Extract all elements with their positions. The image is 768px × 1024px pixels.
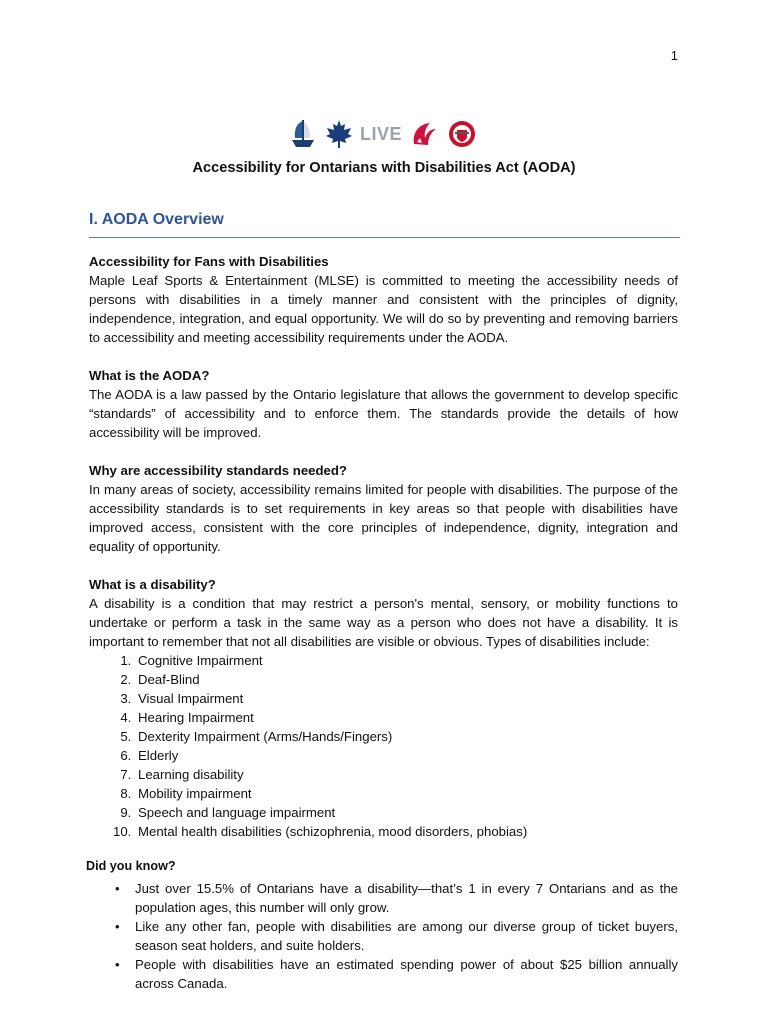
list-item: 3. Visual Impairment [135, 689, 678, 708]
list-item: 8. Mobility impairment [135, 784, 678, 803]
maple-leafs-logo [324, 118, 354, 150]
list-item [115, 879, 678, 917]
list-item: 5. Dexterity Impairment (Arms/Hands/Fingers) [135, 727, 678, 746]
bullet-text: People with disabilities have an estimated spending power of about $25 billion annually across Canada. [135, 957, 678, 991]
what-is-disability-heading: What is a disability? [89, 577, 216, 592]
list-item [115, 955, 678, 993]
list-item: 6. Elderly [135, 746, 678, 765]
document-title: Accessibility for Ontarians with Disabilities Act (AODA) [192, 160, 576, 176]
bullet-icon: • [115, 957, 120, 972]
document-body [86, 252, 678, 993]
list-item: 7. Learning disability [135, 765, 678, 784]
page-number: 1 [670, 48, 678, 63]
section-divider [89, 237, 680, 238]
what-is-disability-paragraph: A disability is a condition that may restrict a person's mental, sensory, or mobility functions to undertake or perform a task in the same way as a person who does not have a disability. It is important to remember that not all disabilities are visible or obvious. Types of disabilities include: [89, 596, 678, 649]
why-standards-paragraph: In many areas of society, accessibility remains limited for people with disabilities. The purpose of the accessibility standards is to set requirements in key areas so that people with disabilities have improved access, consistent with the core principles of independence, dignity, integration and equality of opportunity. [89, 482, 678, 554]
live-logo: LIVE [360, 123, 403, 144]
what-is-aoda-paragraph: The AODA is a law passed by the Ontario legislature that allows the government to develop specific “standards” of accessibility and to enforce them. The standards provide the details of how accessibility will be improved. [89, 387, 678, 440]
list-item: 2. Deaf-Blind [135, 670, 678, 689]
list-item: 1. Cognitive Impairment [135, 651, 678, 670]
did-you-know-list [89, 879, 678, 993]
fans-heading: Accessibility for Fans with Disabilities [89, 254, 329, 269]
list-item: 9. Speech and language impairment [135, 803, 678, 822]
bullet-text: Just over 15.5% of Ontarians have a disability—that’s 1 in every 7 Ontarians and as the population ages, this number will only grow. [135, 881, 678, 915]
fans-paragraph: Maple Leaf Sports & Entertainment (MLSE) is committed to meeting the accessibility needs of persons with disabilities in a timely manner and consistent with the principles of dignity, independence, integration, and equal opportunity. We will do so by preventing and removing barriers to accessibility and meeting accessibility requirements under the AODA. [89, 273, 678, 345]
why-standards-heading: Why are accessibility standards needed? [89, 463, 347, 478]
list-item [115, 917, 678, 955]
bullet-icon: • [115, 919, 120, 934]
toronto-fc-logo [446, 118, 478, 150]
list-item: 4. Hearing Impairment [135, 708, 678, 727]
bullet-icon: • [115, 881, 120, 896]
did-you-know-heading: Did you know? [86, 859, 176, 873]
list-item: 10. Mental health disabilities (schizophrenia, mood disorders, phobias) [135, 822, 678, 841]
section-heading: I. AODA Overview [89, 211, 224, 228]
raptors-logo [408, 118, 440, 150]
bullet-text: Like any other fan, people with disabilities are among our diverse group of ticket buyers, season seat holders, and suite holders. [135, 919, 678, 953]
what-is-aoda-heading: What is the AODA? [89, 368, 210, 383]
team-logos [288, 113, 482, 155]
argonauts-logo [288, 118, 318, 150]
disability-types-list [89, 651, 678, 841]
